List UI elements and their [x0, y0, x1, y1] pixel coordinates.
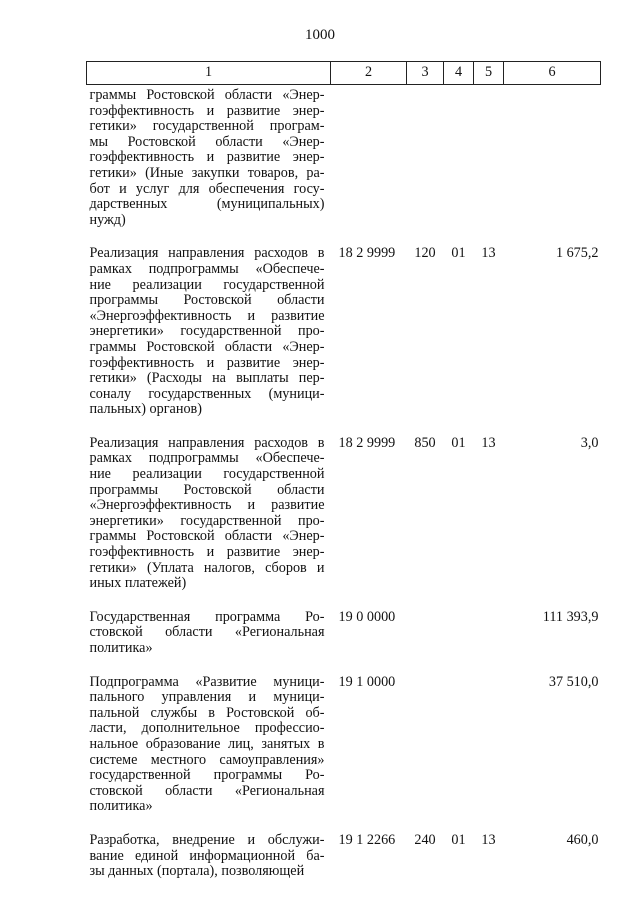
row-name: [87, 610, 331, 675]
row-name-line: «Энергоэффективность и развитие: [89, 497, 325, 514]
table-row: [87, 610, 601, 675]
row-name-line: граммы Ростовской области «Энер-: [89, 338, 325, 355]
row-name-line: политика»: [89, 798, 153, 815]
row-section: [444, 610, 474, 675]
row-expense-type: [407, 85, 444, 247]
row-name-line: рамках подпрограммы «Обеспече-: [89, 260, 325, 277]
row-expense-type: [407, 675, 444, 833]
row-name-line: бот и услуг для обеспечения госу-: [89, 180, 325, 197]
row-name-line: гоэффективность и развитие энер-: [89, 354, 325, 371]
row-name-line: Реализация направления расходов в: [89, 434, 325, 451]
row-name-line: гетики» (Расходы на выплаты пер-: [89, 370, 325, 387]
table-row: [87, 833, 601, 898]
row-section: 01: [451, 831, 466, 848]
row-name-line: государственной программы Ро-: [89, 767, 325, 784]
row-expense-type: [407, 610, 444, 675]
row-name-line: энергетики» государственной про-: [89, 323, 325, 340]
row-name-line: дарственных (муниципальных): [89, 196, 325, 213]
row-name-line: пального управления и муници-: [89, 689, 325, 706]
row-name-line: политика»: [89, 640, 153, 656]
row-target-code: 18 2 9999: [338, 245, 396, 262]
row-name-line: ласти, дополнительное профессио-: [89, 720, 325, 737]
row-name-line: Государственная программа Ро-: [89, 608, 325, 625]
row-expense-type: 120: [414, 245, 436, 262]
row-name-line: гоэффективность и развитие энер-: [89, 544, 325, 561]
row-name-line: гетики» (Иные закупки товаров, ра-: [89, 164, 325, 181]
row-subsection: 13: [481, 245, 496, 262]
row-target-code: 19 1 0000: [338, 673, 396, 690]
row-name-line: стовской области «Региональная: [89, 782, 325, 799]
table-row: [87, 246, 601, 436]
row-target-code: 18 2 9999: [338, 434, 396, 451]
column-header-3: 3: [407, 62, 444, 85]
row-name-line: нужд): [89, 211, 126, 228]
row-name-line: граммы Ростовской области «Энер-: [89, 87, 325, 103]
row-name-line: энергетики» государственной про-: [89, 512, 325, 529]
row-amount: [504, 85, 601, 247]
row-name-line: вание единой информационной ба-: [89, 847, 325, 864]
page-number: 1000: [305, 27, 335, 43]
row-expense-type: 240: [414, 831, 436, 848]
row-name: [87, 675, 331, 833]
row-name-line: стовской области «Региональная: [89, 624, 325, 641]
row-amount: 460,0: [566, 831, 599, 848]
row-name-line: ние реализации государственной: [89, 466, 325, 483]
row-name-line: гетики» (Уплата налогов, сборов и: [89, 559, 325, 576]
row-amount: 3,0: [580, 434, 599, 451]
row-name-line: мы Ростовской области «Энер-: [89, 133, 325, 150]
row-amount: 111 393,9: [542, 608, 599, 625]
column-header-4: 4: [444, 62, 474, 85]
row-target-code: 19 0 0000: [338, 608, 396, 625]
row-subsection: [474, 85, 504, 247]
row-target-code: 19 1 2266: [338, 831, 396, 848]
column-header-6: 6: [504, 62, 601, 85]
row-name-line: программы Ростовской области: [89, 292, 325, 309]
table-body: [87, 85, 601, 898]
row-name-line: системе местного самоуправления»: [89, 751, 325, 768]
row-section: 01: [451, 434, 466, 451]
row-name-line: программы Ростовской области: [89, 481, 325, 498]
row-section: 01: [451, 245, 466, 262]
row-name-line: Подпрограмма «Развитие муници-: [89, 673, 325, 690]
row-name: [87, 246, 331, 436]
row-name: [87, 85, 331, 247]
row-expense-type: 850: [414, 434, 436, 451]
budget-table: [86, 61, 601, 898]
row-amount: 37 510,0: [548, 673, 599, 690]
table-header: [87, 62, 601, 85]
row-name-line: Реализация направления расходов в: [89, 245, 325, 262]
row-name-line: иных платежей): [89, 575, 187, 592]
row-name-line: зы данных (портала), позволяющей: [89, 863, 305, 880]
row-section: [444, 675, 474, 833]
row-name-line: гоэффективность и развитие энер-: [89, 149, 325, 166]
column-header-2: 2: [331, 62, 407, 85]
row-name-line: ние реализации государственной: [89, 276, 325, 293]
row-name-line: соналу государственных (муници-: [89, 385, 325, 402]
table-row: [87, 436, 601, 610]
column-header-1: 1: [87, 62, 331, 85]
row-name-line: гоэффективность и развитие энер-: [89, 102, 325, 119]
row-name-line: пальных) органов): [89, 401, 202, 418]
row-subsection: [474, 610, 504, 675]
row-name-line: «Энергоэффективность и развитие: [89, 307, 325, 324]
row-name-line: пальной службы в Ростовской об-: [89, 704, 325, 721]
row-name-line: Разработка, внедрение и обслужи-: [89, 831, 325, 848]
row-name: [87, 436, 331, 610]
row-subsection: 13: [481, 831, 496, 848]
row-subsection: [474, 675, 504, 833]
row-amount: 1 675,2: [555, 245, 599, 262]
row-name-line: граммы Ростовской области «Энер-: [89, 528, 325, 545]
row-subsection: 13: [481, 434, 496, 451]
row-name-line: гетики» государственной програм-: [89, 118, 325, 135]
table-row: [87, 85, 601, 247]
row-name-line: рамках подпрограммы «Обеспече-: [89, 450, 325, 467]
row-name: [87, 833, 331, 898]
row-target-code: [331, 85, 407, 247]
row-section: [444, 85, 474, 247]
row-name-line: нальное образование лиц, занятых в: [89, 735, 325, 752]
table-row: [87, 675, 601, 833]
column-header-5: 5: [474, 62, 504, 85]
